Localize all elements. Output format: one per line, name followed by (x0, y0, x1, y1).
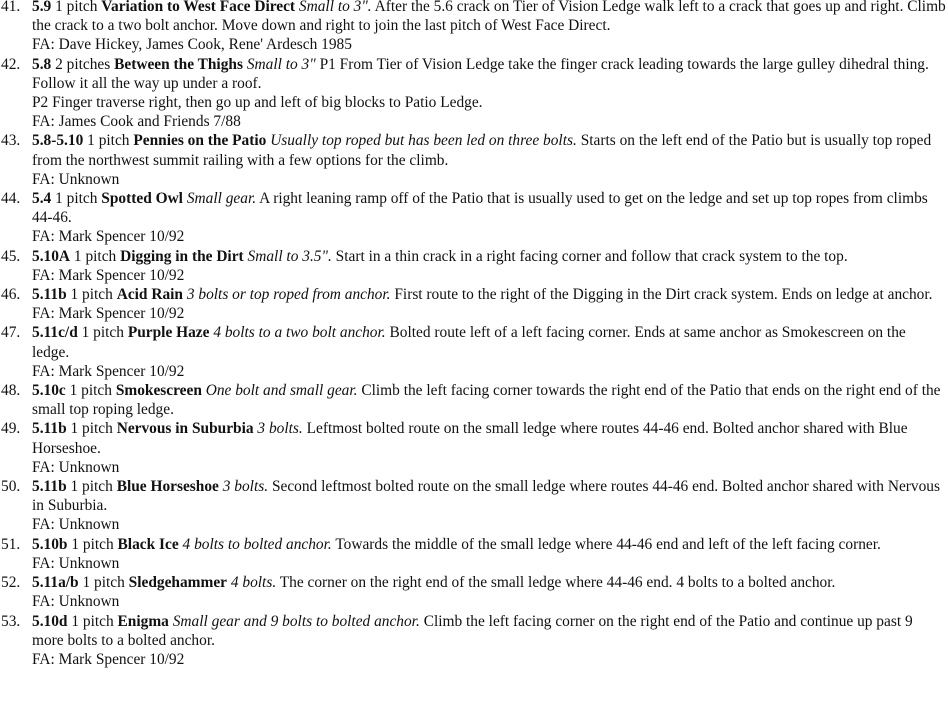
route-grade: 5.10c (32, 382, 66, 400)
route-entry (0, 55, 946, 132)
route-pitches: 1 pitch (55, 0, 98, 15)
route-first-ascent: FA: Mark Spencer 10/92 (32, 305, 185, 323)
route-description (32, 573, 946, 592)
route-number: 42. (1, 55, 21, 73)
route-text: The corner on the right end of the small ledge where 44-46 end. 4 bolts to a bolted anchor. (279, 574, 836, 592)
route-gear: Small to 3.5". (247, 247, 332, 265)
route-grade: 5.9 (32, 0, 52, 15)
route-name: Variation to West Face Direct (101, 0, 296, 15)
route-text: Climb the left facing corner towards the right end of the Patio that ends on the right end of the small top roping ledge. (32, 382, 941, 419)
route-pitches: 1 pitch (70, 478, 113, 496)
route-grade: 5.10b (32, 535, 68, 553)
route-pitches: 1 pitch (71, 535, 114, 553)
route-number: 45. (1, 247, 21, 265)
route-grade: 5.4 (32, 190, 52, 208)
route-description (32, 381, 946, 419)
route-text: P1 From Tier of Vision Ledge take the finger crack leading towards the large gulley dihedral thing. Follow it all the way up under a roof. (32, 55, 929, 92)
route-name: Smokescreen (115, 382, 202, 400)
route-grade: 5.10A (32, 247, 71, 265)
route-description (32, 323, 946, 361)
route-pitches: 1 pitch (70, 286, 113, 304)
route-grade: 5.10d (32, 612, 68, 630)
route-grade: 5.8-5.10 (32, 132, 84, 150)
route-name: Nervous in Suburbia (116, 420, 254, 438)
route-description (32, 189, 946, 227)
route-number: 44. (1, 190, 21, 208)
route-first-ascent: FA: Mark Spencer 10/92 (32, 266, 185, 284)
route-gear: 4 bolts. (230, 574, 277, 592)
route-first-ascent: FA: James Cook and Friends 7/88 (32, 113, 241, 131)
route-number: 51. (1, 535, 21, 553)
route-pitches: 2 pitches (55, 55, 111, 73)
route-first-ascent: FA: Mark Spencer 10/92 (32, 228, 185, 246)
route-description (32, 612, 946, 650)
route-entry (0, 285, 946, 323)
route-pitches: 1 pitch (82, 574, 125, 592)
route-name: Digging in the Dirt (120, 247, 244, 265)
route-entry (0, 189, 946, 247)
route-first-ascent: FA: Unknown (32, 554, 120, 572)
route-first-ascent: FA: Mark Spencer 10/92 (32, 650, 185, 668)
route-gear: 4 bolts to a two bolt anchor. (213, 324, 386, 342)
route-description (32, 535, 946, 554)
route-number: 49. (1, 420, 21, 438)
route-entry (0, 535, 946, 573)
route-pitches: 1 pitch (73, 247, 117, 265)
route-gear: 3 bolts or top roped from anchor. (186, 286, 391, 304)
route-text: Leftmost bolted route on the small ledge where routes 44-46 end. Bolted anchor shared with Blue Horseshoe. (32, 420, 908, 457)
route-number: 53. (1, 612, 21, 630)
route-gear: Small gear and 9 bolts to bolted anchor. (172, 612, 420, 630)
route-first-ascent: FA: Unknown (32, 458, 120, 476)
route-entry (0, 0, 946, 55)
route-number: 52. (1, 574, 21, 592)
route-text: After the 5.6 crack on Tier of Vision Ledge walk left to a crack that goes up and right. Climb the crack to a two bolt anchor. Move down and right to join the last pitch of West Face Direct. (32, 0, 946, 35)
route-name: Black Ice (117, 535, 179, 553)
route-first-ascent: FA: Unknown (32, 170, 120, 188)
route-text: Climb the left facing corner on the right end of the Patio and continue up past 9 more bolts to a bolted anchor. (32, 612, 913, 649)
route-entry (0, 381, 946, 419)
route-description (32, 55, 946, 93)
route-name: Blue Horseshoe (116, 478, 219, 496)
route-gear: 3 bolts. (222, 478, 269, 496)
route-number: 50. (1, 478, 21, 496)
route-pitches: 1 pitch (87, 132, 130, 150)
route-gear: Usually top roped but has been led on three bolts. (270, 132, 577, 150)
route-text: First route to the right of the Digging in the Dirt crack system. Ends on ledge at anchor. (394, 286, 933, 304)
route-gear: 3 bolts. (257, 420, 303, 438)
route-pitches: 1 pitch (71, 612, 114, 630)
route-number: 47. (1, 324, 21, 342)
route-pitches: 1 pitch (69, 382, 112, 400)
route-gear: One bolt and small gear. (205, 382, 358, 400)
route-description (32, 247, 946, 266)
route-grade: 5.11a/b (32, 574, 79, 592)
route-text: Starts on the left end of the Patio but is usually top roped from the northwest summit railing with a few options for the climb. (32, 132, 932, 169)
route-entry (0, 131, 946, 189)
route-first-ascent: FA: Unknown (32, 593, 120, 611)
route-entry (0, 612, 946, 670)
route-gear: 4 bolts to bolted anchor. (182, 535, 332, 553)
route-text: Start in a thin crack in a right facing corner and follow that crack system to the top. (335, 247, 848, 265)
route-pitches: 1 pitch (81, 324, 124, 342)
route-description (32, 477, 946, 515)
route-pitches: 1 pitch (55, 190, 98, 208)
route-gear: Small gear. (186, 190, 257, 208)
route-entry (0, 573, 946, 611)
route-name: Spotted Owl (101, 190, 183, 208)
route-grade: 5.11b (32, 478, 67, 496)
route-grade: 5.11c/d (32, 324, 78, 342)
route-description (32, 419, 946, 457)
route-name: Acid Rain (116, 286, 183, 304)
route-text: Second leftmost bolted route on the small ledge where routes 44-46 end. Bolted anchor shared with Nervous in Suburbia. (32, 478, 940, 515)
route-gear: Small to 3" (246, 55, 316, 73)
route-text: A right leaning ramp off of the Patio that is usually used to get on the ledge and set up top ropes from climbs 44-46. (32, 190, 928, 227)
route-entry (0, 323, 946, 381)
route-first-ascent: FA: Dave Hickey, James Cook, Rene' Ardesch 1985 (32, 36, 352, 54)
route-description (32, 131, 946, 169)
route-entry (0, 419, 946, 477)
route-pitches: 1 pitch (70, 420, 113, 438)
route-grade: 5.8 (32, 55, 52, 73)
route-text: Towards the middle of the small ledge where 44-46 end and left of the left facing corner. (335, 535, 881, 553)
route-entry (0, 477, 946, 535)
route-number: 46. (1, 286, 21, 304)
route-description (32, 0, 946, 35)
route-name: Sledgehammer (128, 574, 227, 592)
route-grade: 5.11b (32, 420, 67, 438)
route-pitch-text: P2 Finger traverse right, then go up and left of big blocks to Patio Ledge. (32, 94, 483, 112)
route-number: 48. (1, 382, 21, 400)
route-number: 43. (1, 132, 21, 150)
route-name: Between the Thighs (114, 55, 243, 73)
route-gear: Small to 3". (298, 0, 372, 15)
route-number: 41. (1, 0, 21, 15)
route-description (32, 285, 946, 304)
route-entry (0, 247, 946, 285)
route-name: Purple Haze (127, 324, 210, 342)
route-name: Enigma (117, 612, 169, 630)
route-first-ascent: FA: Unknown (32, 516, 120, 534)
route-grade: 5.11b (32, 286, 67, 304)
route-name: Pennies on the Patio (133, 132, 267, 150)
route-first-ascent: FA: Mark Spencer 10/92 (32, 362, 185, 380)
route-text: Bolted route left of a left facing corner. Ends at same anchor as Smokescreen on the ledge. (32, 324, 906, 361)
